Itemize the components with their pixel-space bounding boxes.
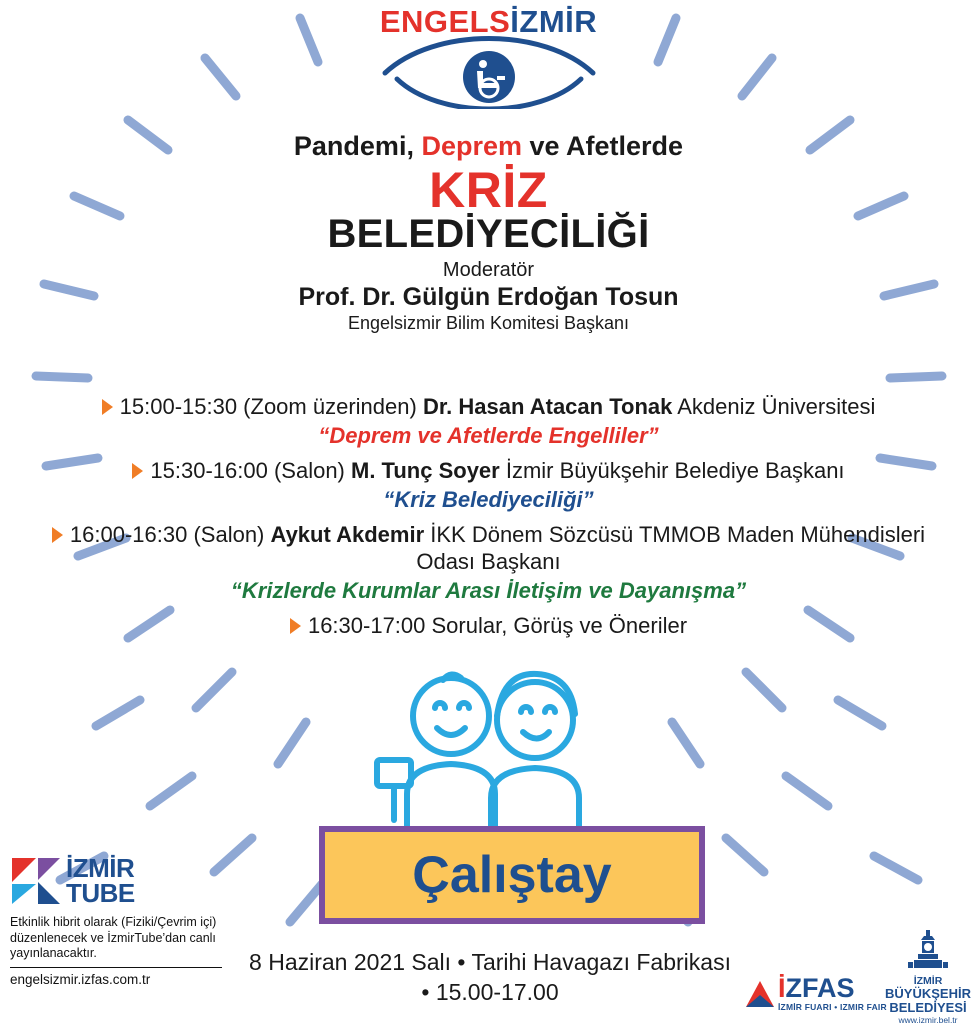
moderator-label: Moderatör	[442, 258, 535, 281]
izmirtube-logo	[10, 853, 245, 908]
moderator-role: Engelsizmir Bilim Komitesi Başkanı	[347, 312, 630, 333]
izfas-rest: ZFAS	[785, 973, 855, 1003]
program-quote: “Krizlerde Kurumlar Arası İletişim ve Dayanışma”	[230, 578, 747, 604]
municipality-line1: İZMİR	[913, 975, 943, 987]
event-date-venue: 8 Haziran 2021 Salı • Tarihi Havagazı Fabrikası	[249, 949, 731, 975]
izmirtube-wordmark	[66, 853, 135, 908]
program-item	[30, 458, 947, 485]
bullet-arrow-icon	[52, 527, 63, 543]
program-quote: “Kriz Belediyeciliği”	[383, 487, 594, 513]
izfas-subtitle: İZMİR FUARI • IZMIR FAIR	[778, 1002, 887, 1012]
izmirtube-url: engelsizmir.izfas.com.tr	[10, 971, 151, 987]
calistay-label: Çalıştay	[412, 846, 612, 904]
municipality-name	[882, 976, 974, 1014]
title-belediyeciligi: BELEDİYECİLİĞİ	[327, 211, 650, 256]
izfas-initial: İ	[778, 973, 786, 1003]
municipality-line3: BELEDİYESİ	[889, 999, 967, 1015]
program-affiliation: Akdeniz Üniversitesi	[672, 394, 876, 419]
event-time: • 15.00-17.00	[421, 978, 559, 1005]
izmirtube-word-tube: TUBE	[66, 877, 135, 908]
title-line-1	[0, 131, 977, 162]
program-item	[30, 613, 947, 640]
izmir-municipality-logo	[882, 928, 974, 1025]
program-time: 16:00-16:30 (Salon)	[69, 522, 271, 548]
program-speaker: M. Tunç Soyer	[351, 458, 500, 484]
people-illustration	[0, 664, 977, 849]
program-time: 15:30-16:00 (Salon)	[150, 458, 351, 484]
izfas-wordmark	[778, 975, 887, 1012]
program-speaker: Aykut Akdemir	[270, 522, 425, 548]
izmirtube-mark-icon	[10, 856, 62, 906]
municipality-line2: BÜYÜKŞEHİR	[885, 986, 971, 1002]
moderator-name: Prof. Dr. Gülgün Erdoğan Tosun	[298, 282, 679, 311]
program-quote: “Deprem ve Afetlerde Engelliler”	[318, 422, 659, 448]
clock-tower-icon	[906, 928, 950, 970]
title-line1-highlight: Deprem	[421, 131, 522, 161]
title-line1-part-a: Pandemi,	[293, 131, 422, 161]
title-kriz: KRİZ	[429, 162, 548, 219]
bullet-arrow-icon	[102, 399, 113, 415]
divider	[10, 967, 222, 968]
izfas-mark-icon	[744, 977, 774, 1011]
izmirtube-block	[10, 853, 245, 987]
title-line1-part-b: ve Afetlerde	[522, 131, 684, 161]
event-details	[240, 948, 740, 1008]
izmirtube-note: Etkinlik hibrit olarak (Fiziki/Çevrim içi) düzenlenecek ve İzmirTube’dan canlı yayınlanacaktır.	[10, 915, 217, 961]
program-time: 15:00-15:30 (Zoom üzerinden)	[119, 394, 423, 419]
izfas-logo	[744, 975, 887, 1012]
program-affiliation: İzmir Büyükşehir Belediye Başkanı	[499, 458, 845, 484]
two-people-icon	[339, 664, 639, 849]
program-time: 16:30-17:00 Sorular, Görüş ve Öneriler	[307, 613, 688, 639]
logo-engels-text: ENGELS	[379, 4, 511, 39]
izmirtube-word-izmir: İZMİR	[66, 853, 135, 883]
izfas-name	[778, 975, 887, 1002]
program-speaker: Dr. Hasan Atacan Tonak	[422, 394, 673, 419]
bullet-arrow-icon	[132, 463, 143, 479]
program-list	[30, 394, 947, 642]
bullet-arrow-icon	[290, 618, 301, 634]
program-item	[30, 522, 947, 576]
logo-izmir-text: İZMİR	[510, 4, 598, 39]
calistay-banner	[319, 826, 705, 924]
engelsizmir-logo	[0, 6, 977, 109]
title-block	[0, 131, 977, 334]
program-affiliation: İKK Dönem Sözcüsü TMMOB Maden Mühendisleri Odası Başkanı	[416, 522, 926, 575]
program-item	[30, 394, 947, 421]
wheelchair-eye-icon	[379, 33, 599, 109]
municipality-url: www.izmir.bel.tr	[898, 1015, 958, 1025]
